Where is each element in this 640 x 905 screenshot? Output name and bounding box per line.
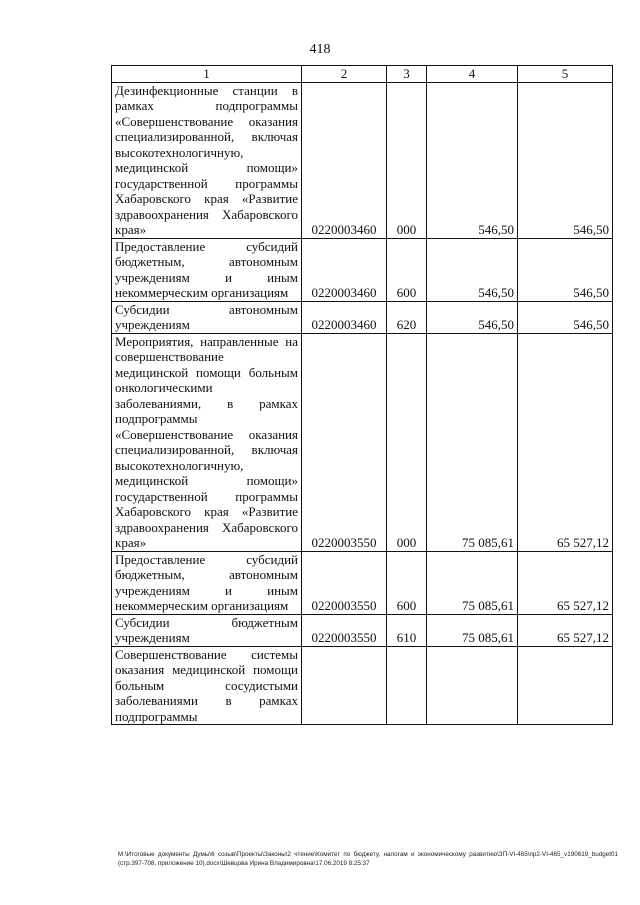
- row-target-code: [302, 646, 387, 725]
- header-col-5: 5: [518, 66, 613, 83]
- row-target-code: 0220003550: [302, 333, 387, 551]
- row-amount-1: 75 085,61: [427, 333, 518, 551]
- row-target-code: 0220003550: [302, 614, 387, 646]
- page-number: 418: [309, 42, 331, 57]
- table-row: [112, 333, 613, 551]
- row-amount-1: 546,50: [427, 82, 518, 238]
- row-amount-1: 546,50: [427, 301, 518, 333]
- row-amount-1: 75 085,61: [427, 614, 518, 646]
- row-target-code: 0220003550: [302, 551, 387, 614]
- table-row: [112, 614, 613, 646]
- row-target-code: 0220003460: [302, 82, 387, 238]
- table-header-row: [112, 66, 613, 83]
- row-expense-type: 600: [387, 551, 427, 614]
- row-amount-1: 75 085,61: [427, 551, 518, 614]
- header-col-3: 3: [387, 66, 427, 83]
- row-name: Мероприятия, направленные на совершенствование медицинской помощи больным онкологическими заболеваниями, в рамках подпрограммы «Совершенствование оказания специализированной, включая высокотехнологичную, медицинской помощи» государственной программы Хабаровского края «Развитие здравоохранения Хабаровского края»: [112, 333, 302, 551]
- row-target-code: 0220003460: [302, 301, 387, 333]
- row-amount-1: 546,50: [427, 238, 518, 301]
- row-expense-type: 000: [387, 82, 427, 238]
- file-path-footer: M:\Итоговые документы Думы\6 созыв\Проекты\Законы\2 чтение\Комитет по бюджету, налогам и экономическому развитию\ЗП-VI-465\пр2-VI-465_v190619_budget01 (стр.397-708, приложение 10).docx\Шевцова Ирина Владимировна\17.06.2019 8:25:37: [118, 851, 618, 867]
- header-col-4: 4: [427, 66, 518, 83]
- row-expense-type: 620: [387, 301, 427, 333]
- row-target-code: 0220003460: [302, 238, 387, 301]
- row-name: Совершенствование системы оказания медицинской помощи больным сосудистыми заболеваниями в рамках подпрограммы: [112, 646, 302, 725]
- row-name: Предоставление субсидий бюджетным, автономным учреждениям и иным некоммерческим организациям: [112, 238, 302, 301]
- row-amount-2: 65 527,12: [518, 333, 613, 551]
- row-amount-2: 65 527,12: [518, 551, 613, 614]
- row-amount-1: [427, 646, 518, 725]
- row-amount-2: 546,50: [518, 82, 613, 238]
- row-expense-type: 610: [387, 614, 427, 646]
- row-expense-type: [387, 646, 427, 725]
- header-col-1: 1: [112, 66, 302, 83]
- table-row: [112, 82, 613, 238]
- table-row: [112, 551, 613, 614]
- row-amount-2: 65 527,12: [518, 614, 613, 646]
- row-expense-type: 000: [387, 333, 427, 551]
- table-row: [112, 238, 613, 301]
- header-col-2: 2: [302, 66, 387, 83]
- row-amount-2: 546,50: [518, 301, 613, 333]
- row-amount-2: 546,50: [518, 238, 613, 301]
- row-amount-2: [518, 646, 613, 725]
- row-name: Субсидии автономным учреждениям: [112, 301, 302, 333]
- table-row: [112, 301, 613, 333]
- table-row: [112, 646, 613, 725]
- row-name: Дезинфекционные станции в рамках подпрограммы «Совершенствование оказания специализированной, включая высокотехнологичную, медицинской помощи» государственной программы Хабаровского края «Развитие здравоохранения Хабаровского края»: [112, 82, 302, 238]
- row-expense-type: 600: [387, 238, 427, 301]
- row-name: Предоставление субсидий бюджетным, автономным учреждениям и иным некоммерческим организациям: [112, 551, 302, 614]
- row-name: Субсидии бюджетным учреждениям: [112, 614, 302, 646]
- budget-table: [111, 65, 613, 725]
